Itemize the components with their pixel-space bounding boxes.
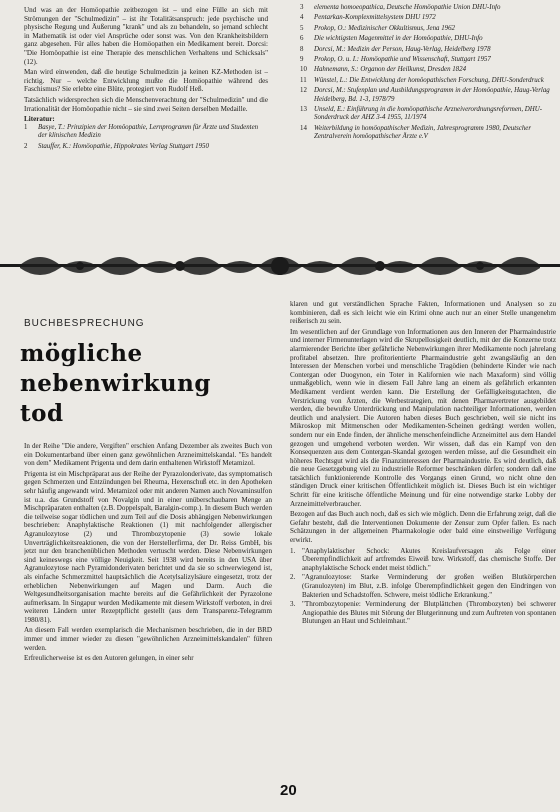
reference-text: Basye, T.: Prinzipien der Homöopathie, Lernprogramm für Ärzte und Studenten der klinischen Medizin — [38, 123, 259, 140]
bottom-right-column — [290, 300, 556, 784]
headline — [20, 340, 260, 430]
list-item — [290, 573, 556, 599]
list-number: 1. — [290, 546, 296, 555]
reference-text: elementa homoeopathica, Deutsche Homöopathie Union DHU-Info — [314, 4, 501, 11]
reference-item — [300, 125, 558, 142]
reference-text: Unseld, E.: Einführung in die homöopathische Arzneiverordnungsreformen, DHU-Sonderdruck der AHZ 3-4 1955, 11/1974 — [314, 106, 543, 122]
ornamental-divider — [0, 248, 560, 284]
reference-number: 1 — [24, 123, 28, 131]
reference-number: 12 — [300, 87, 307, 95]
list-item — [290, 600, 556, 626]
reference-number: 14 — [300, 124, 307, 132]
reference-text: Dorcsi, M.: Stufenplan und Ausbildungsprogramm in der Homöopathie, Haug-Verlag Heidelberg, Bd. 1-3, 1978/79 — [314, 87, 550, 103]
list-text: "Anaphylaktischer Schock: Akutes Kreislaufversagen als Folge einer Überempfindlichkeit auf artfremdes Eiweiß bzw. Wirkstoff, das chemische Stoffe. Der anaphylaktische Schock endet meist tödlich." — [302, 546, 556, 572]
bottom-left-column — [24, 442, 272, 810]
section-label: BUCHBESPRECHUNG — [24, 318, 145, 329]
list-number: 2. — [290, 573, 296, 582]
top-right-column — [300, 4, 558, 242]
reference-item — [300, 35, 558, 43]
reference-text: Prokop, O. u. I.: Homöopathie und Wissenschaft, Stuttgart 1957 — [314, 56, 491, 64]
reference-text: Wünstel, L.: Die Entwicklung der homöopathischen Forschung, DHU-Sonderdruck — [314, 76, 544, 84]
reference-number: 13 — [300, 106, 307, 114]
reference-number: 2 — [24, 142, 28, 150]
reference-number: 9 — [300, 56, 304, 64]
reference-item — [300, 106, 558, 123]
headline-line: tod — [20, 400, 64, 427]
reference-text: Hahnemann, S.: Organon der Heilkunst, Dresden 1824 — [314, 66, 467, 74]
reference-text: Dorcsi, M.: Medizin der Person, Haug-Verlag, Heidelberg 1978 — [314, 45, 491, 53]
literature-heading: Literatur: — [24, 115, 55, 124]
reference-item — [300, 14, 558, 22]
paragraph: Im wesentlichen auf der Grundlage von Informationen aus den Inneren der Pharmaindustrie und interner Firmenunterlagen wird die Skrupellosigkeit deutlich, mit der die Konzerne trotz alarmierender Berichte über gefährliche Nebenwirkungen ihrer Medikamente noch jahrelang profitabel absetzen. Ihre profitorientierte Pharmaindustrie geht zwangsläufig an den Interessen der Menschen vorbei und menschliche Tragödien (behinderte Kinder wie nach Contergan oder Duogynon, ein Toter in Kalifornien wie nach Maxaform) sind völlig unmaßgeblich, wenn wie in diesem Fall Jahre lang an einem als gefährlich erkannten Medikament verdient werden kann. Die Erstellung der Gefälligkeitsgutachten, die Verstrickung von Ärzten, die Werbestrategien, mit denen Pharmavertreter ausgebildet werden, die bewußte Unterdrückung und Manipulation nachteiliger Informationen, werden deutlich und analysiert. Die Autoren haben dieses Buch geschrieben, weil sie nicht ins Mikroskop mit Mitmenschen oder Medikamenten-Scheinen gedrängt werden wollen, sondern nur ein Ende finden, der ähnliche menschenfeindliche Arzneimittel aus dem Handel gezogen und umgehend verboten werden. Wir wissen, daß das ein Kampf von den Konsequenzen aus dem Contergan-Skandal gezogen werden müsse, auf die Gesundheit ein höheres Rechtsgut wird als die Finanzinteressen der Pharmaindustrie. Es wird deutlich, daß die neue Gesetzgebung viel zu industrielle Reformer beschränken dürfen; sondern daß eine tatsächlich funktionierende Kontrolle des Vorgangs einen Grund, wo nicht ohne den ständigen Druck einer kritischen Öffentlichkeit möglich ist. Dieses Buch ist ein wichtiger Schritt für eine kritische öffentliche Meinung und für eine notwendige starke Lobby der Arzneimittelverbraucher. — [290, 327, 556, 508]
list-text: "Thrombozytopenie: Verminderung der Blutplättchen (Thrombozyten) bei schwerer Angiopathie des Blutes mit Störung der Blutgerinnung und zum Auftreten von spontanen Blutungen an Haut und Schleimhaut." — [302, 600, 556, 626]
reference-number: 10 — [300, 66, 307, 74]
reference-number: 8 — [300, 45, 304, 53]
paragraph: An diesem Fall werden exemplarisch die Mechanismen beschrieben, die in der BRD immer und immer wieder zu diesen "gewöhnlichen Arzneimittelskandalen" führen werden. — [24, 626, 272, 652]
reference-item — [300, 46, 558, 54]
reference-item — [24, 143, 268, 151]
paragraph: Bezogen auf das Buch auch noch, daß es sich wie möglich. Denn die Erfahrung zeigt, daß die Gefahr besteht, daß die Interventionen Dokumente der Zensur zum Opfer fallen. Es nach Schätzungen in der allgemeinen Pharmakologie oder bald eine einstweilige Verfügung erwirkt. — [290, 510, 556, 545]
reference-item — [300, 25, 558, 33]
reference-item — [24, 124, 268, 141]
reference-number: 6 — [300, 35, 304, 43]
paragraph: klaren und gut verständlichen Sprache Fakten, Informationen und Analysen so zu kombinieren, daß es sich leicht wie ein Krimi ohne auch nur an einer Stelle unangenehm reißerisch zu sein. — [290, 300, 556, 326]
headline-line: nebenwirkung — [20, 370, 211, 397]
reference-text: Weiterbildung in homöopathischer Medizin, Jahresprogramm 1980, Deutscher Zentralverein homöopathischer Ärzte e.V — [314, 124, 532, 141]
reference-item — [300, 4, 558, 12]
list-number: 3. — [290, 600, 296, 609]
reference-text: Pentarkan-Komplexmittelsystem DHU 1972 — [314, 14, 436, 22]
top-left-column — [24, 6, 268, 242]
reference-item — [300, 56, 558, 64]
reference-item — [300, 77, 558, 85]
list-text: "Agranulozytose: Starke Verminderung der großen weißen Blutkörperchen (Granulozyten) im Blut, z.B. infolge Überempfindlichkeit gegen den Eindringen von Bakterien und Schadstoffen. Schwere, meist tödliche Erkrankung." — [302, 573, 556, 599]
reference-text: Stauffer, K.: Homöopathie, Hippokrates Verlag Stuttgart 1950 — [38, 142, 209, 150]
paragraph: Prigenta ist ein Mischpräparat aus der Reihe der Pyrazolonderivate, das symptomatisch gegen Schmerzen und Entzündungen bei Rheuma, Hexenschuß etc. in den Apotheken sehr häufig angewandt wird. Metamizol oder mit anderen Namen auch Novaminsulfon ist u.a. das Grundstoff von Novalgin und in einer unüberschaubaren Menge an Mischpräparaten enthalten (z.B. Doppelspalt, Baralgin-comp.). In diesem Buch werden die teilweise sogar tödlichen und zum Teil auf die Dosis abhängigen Nebenwirkungen beschrieben: Anaphylaktische Reaktionen (1) mit nachfolgender allergischer Agranulozytose (2) und Thrombozytopenie (3) sowie lokale Unverträglichkeitsreaktionen, die von der Herstellerfirma, der Dr. Reiss GmbH, bis jetzt nur den branchenüblichen Methoden vertuscht werden. Diese Nebenwirkungen sind keineswegs eine völlige Neuigkeit. Seit 1938 wird bereits in den USA über Agranulozytose nach Pyramidonderivaten berichtet und da sie so schwerwiegend ist, als einfache Schmerzmittel hauptsächlich die Acetylsalizylsäure eingesetzt, trotz der erheblichen Nebenwirkungen auf Magen und Darm. Auch die Weltgesundheitsorganisation machte bereits auf die Gefährlichkeit der Pyrazolone aufmerksam. In Singapur wurden Medikamente mit diesem Wirkstoff verboten, in drei weiteren Ländern unter Rezeptpflicht gestellt (aus dem Transparenz-Telegramm 1980/81). — [24, 469, 272, 624]
paragraph: Und was an der Homöopathie zeitbezogen ist – und eine Fülle an sich mit Strömungen der "Schulmedizin" – ist ihr Totalitätsanspruch: jede psychische und physische Regung und Äußerung "krank" und als zu behandeln, so jemand schlecht in Mathematik ist oder viel Ansprüche oder sonst was. Von den Krankheitsbildern ganz abgesehen. Für alles haben die Homöopathen ein Medikament bereit. Dorcsi: "Die Homöopathie ist eine Therapie des menschlichen Verhaltens und Schicksals" (12). — [24, 6, 268, 66]
paragraph: In der Reihe "Die andere, Vergiften" erschien Anfang Dezember als zweites Buch von ein Dokumentarband über einen ganz gewöhnlichen Arzneimittelskandal. "Es handelt von dem" Medikament Prigenta und dem darin enthaltenen Wirkstoff Metamizol. — [24, 442, 272, 468]
reference-number: 11 — [300, 76, 307, 84]
reference-text: Die wichtigsten Magenmittel in der Homöopathie, DHU-Info — [314, 35, 483, 43]
reference-number: 4 — [300, 14, 304, 22]
headline-line: mögliche — [20, 340, 143, 367]
reference-number: 5 — [300, 24, 304, 32]
paragraph: Tatsächlich widersprechen sich die Menschenverachtung der "Schulmedizin" und die Irrationalität der Homöopathie nicht – sie sind zwei Seiten derselben Medaille. — [24, 95, 268, 113]
paragraph: Man wird einwenden, daß die heutige Schulmedizin ja keinen KZ-Methoden ist – richtig. Nur – welche Entwicklung mußte die Homöopathie während des Faschismus? Sie erlebte eine Blüte, protegiert von Rudolf Heß. — [24, 68, 268, 94]
page-number: 20 — [280, 782, 297, 799]
paragraph: Erfreulicherweise ist es den Autoren gelungen, in einer sehr — [24, 654, 194, 663]
list-item — [290, 547, 556, 573]
reference-item — [300, 66, 558, 74]
reference-number: 3 — [300, 4, 304, 11]
reference-text: Prokop, O.: Medizinischer Okkultismus, Jena 1962 — [314, 24, 455, 32]
reference-item — [300, 87, 558, 104]
